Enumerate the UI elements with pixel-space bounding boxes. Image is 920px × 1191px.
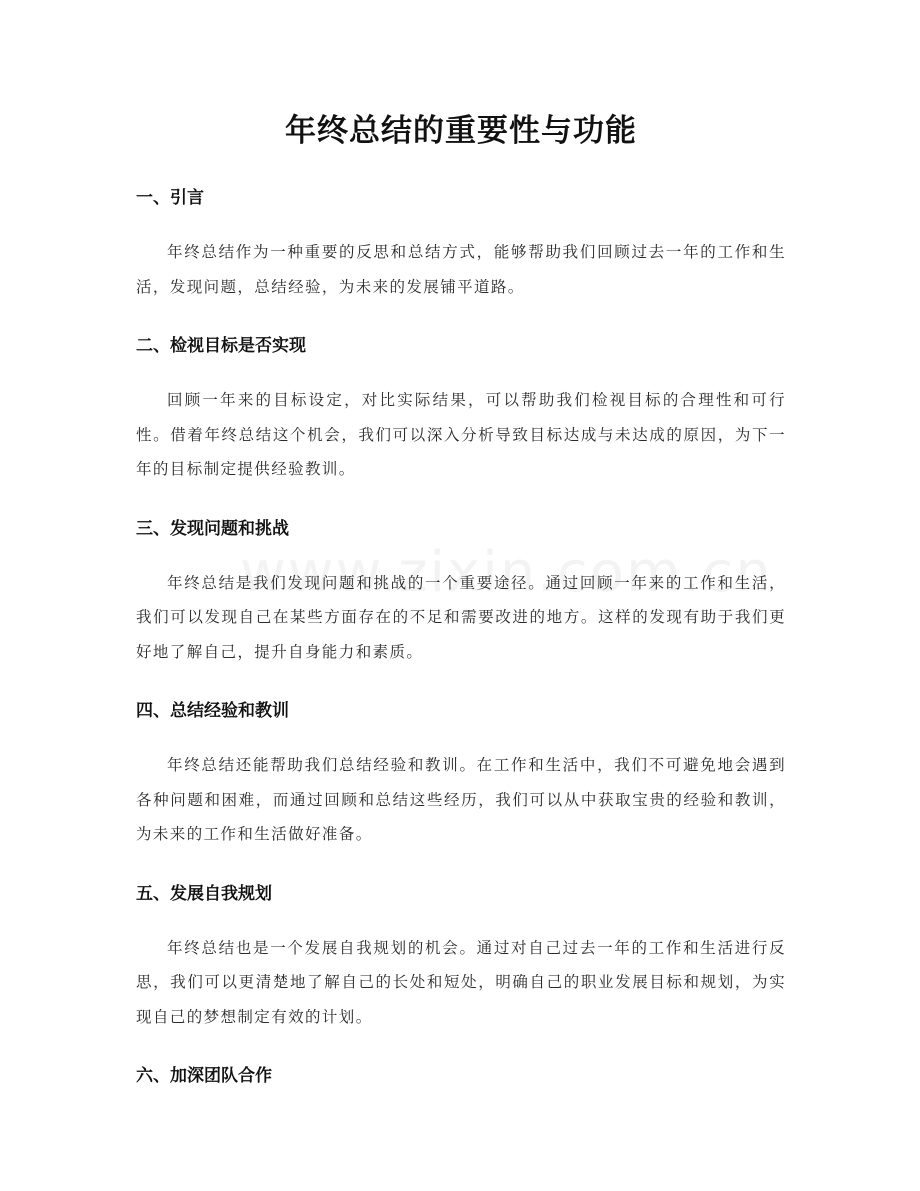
section-heading: 五、发展自我规划 [136,883,272,904]
section-goal-review [136,332,786,487]
section-introduction [136,184,786,304]
section-self-planning [136,880,786,1035]
section-heading: 四、总结经验和教训 [136,701,289,721]
section-problems [136,515,786,670]
section-lessons [136,697,786,852]
section-paragraph: 回顾一年来的目标设定，对比实际结果，可以帮助我们检视目标的合理性和可行性。借着年终总结这个机会，我们可以深入分析导致目标达成与未达成的原因，为下一年的目标制定提供经验教训。 [136,391,786,478]
section-teamwork [136,1062,786,1090]
section-paragraph: 年终总结是我们发现问题和挑战的一个重要途径。通过回顾一年来的工作和生活，我们可以发现自己在某些方面存在的不足和需要改进的地方。这样的发现有助于我们更好地了解自己，提升自身能力和素质。 [136,573,786,661]
document-title: 年终总结的重要性与功能 [285,113,637,149]
section-paragraph: 年终总结也是一个发展自我规划的机会。通过对自己过去一年的工作和生活进行反思，我们可以更清楚地了解自己的长处和短处，明确自己的职业发展目标和规划，为实现自己的梦想制定有效的计划。 [136,938,786,1026]
section-heading: 二、检视目标是否实现 [136,336,306,356]
section-heading: 三、发现问题和挑战 [136,518,289,539]
section-paragraph: 年终总结作为一种重要的反思和总结方式，能够帮助我们回顾过去一年的工作和生活，发现问题，总结经验，为未来的发展铺平道路。 [136,243,786,296]
section-heading: 一、引言 [136,188,204,208]
section-heading: 六、加深团队合作 [136,1066,272,1086]
section-paragraph: 年终总结还能帮助我们总结经验和教训。在工作和生活中，我们不可避免地会遇到各种问题和困难，而通过回顾和总结这些经历，我们可以从中获取宝贵的经验和教训，为未来的工作和生活做好准备。 [136,756,786,843]
